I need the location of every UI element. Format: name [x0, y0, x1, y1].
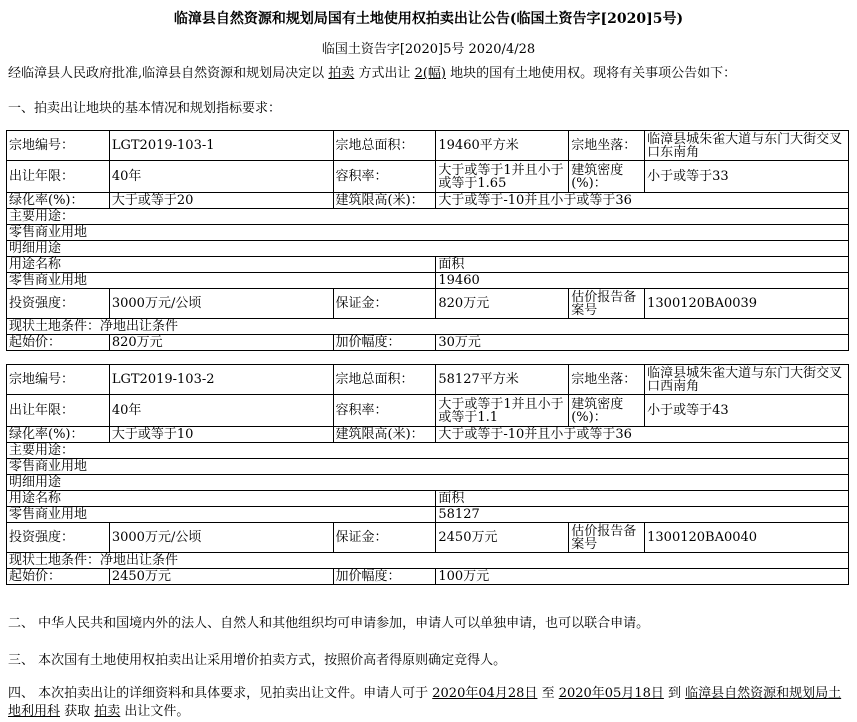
label-condition: 现状土地条件：: [9, 553, 101, 568]
label-density: 建筑密度(%)：: [569, 395, 645, 427]
plot-table-2: [6, 364, 849, 585]
label-invest: 投资强度：: [7, 523, 110, 553]
use-name: 零售商业用地: [7, 273, 436, 289]
sec4-office: 临漳县自然资源和规划局土地利用科: [8, 686, 842, 719]
intro-count: 2(幅): [414, 66, 446, 81]
invest: 3000万元/公顷: [109, 523, 333, 553]
intro-mid: 方式出让: [358, 66, 415, 81]
report-no: 1300120BA0039: [645, 289, 849, 319]
label-increment: 加价幅度：: [333, 569, 436, 585]
doc-number-date: 临国土资告字[2020]5号 2020/4/28: [321, 42, 536, 57]
label-condition: 现状土地条件：: [9, 319, 101, 334]
label-deposit: 保证金：: [333, 289, 436, 319]
label-far: 容积率：: [333, 395, 436, 427]
use-name: 零售商业用地: [7, 507, 436, 523]
location: 临漳县城朱雀大道与东门大街交叉口西南角: [645, 365, 849, 395]
term: 40年: [109, 395, 333, 427]
sec4-prefix: 四、 本次拍卖出让的详细资料和具体要求，见拍卖出让文件。申请人可于: [8, 686, 433, 701]
section-1-heading: 一、拍卖出让地块的基本情况和规划指标要求：: [8, 101, 282, 116]
density: 小于或等于43: [645, 395, 849, 427]
start-price: 820万元: [109, 335, 333, 351]
intro-suffix: 地块的国有土地使用权。现将有关事项公告如下：: [450, 66, 737, 81]
label-main-use: 主要用途：: [7, 209, 849, 225]
far: 大于或等于1并且小于或等于1.1: [436, 395, 569, 427]
main-use: 零售商业用地: [7, 225, 849, 241]
invest: 3000万元/公顷: [109, 289, 333, 319]
label-total-area: 宗地总面积：: [333, 131, 436, 161]
section-4: [8, 685, 848, 721]
label-plot-no: 宗地编号：: [7, 131, 110, 161]
location: 临漳县城朱雀大道与东门大街交叉口东南角: [645, 131, 849, 161]
green: 大于或等于10: [109, 427, 333, 443]
label-total-area: 宗地总面积：: [333, 365, 436, 395]
label-term: 出让年限：: [7, 161, 110, 193]
height: 大于或等于-10并且小于或等于36: [436, 193, 849, 209]
section-2: 二、 中华人民共和国境内外的法人、自然人和其他组织均可申请参加，申请人可以单独申请，也可以联合申请。: [8, 616, 650, 631]
intro-prefix: 经临漳县人民政府批准,临漳县自然资源和规划局决定以: [8, 66, 325, 81]
label-height: 建筑限高(米)：: [333, 193, 436, 209]
label-main-use: 主要用途：: [7, 443, 849, 459]
label-plot-no: 宗地编号：: [7, 365, 110, 395]
label-area: 面积: [436, 257, 849, 273]
far: 大于或等于1并且小于或等于1.65: [436, 161, 569, 193]
label-location: 宗地坐落：: [569, 131, 645, 161]
start-price: 2450万元: [109, 569, 333, 585]
deposit: 820万元: [436, 289, 569, 319]
label-area: 面积: [436, 491, 849, 507]
area: 58127: [436, 507, 849, 523]
label-use-name: 用途名称: [7, 491, 436, 507]
label-far: 容积率：: [333, 161, 436, 193]
sec4-at: 到: [663, 686, 686, 701]
green: 大于或等于20: [109, 193, 333, 209]
label-use-name: 用途名称: [7, 257, 436, 273]
label-report-no: 估价报告备案号: [569, 289, 645, 319]
height: 大于或等于-10并且小于或等于36: [436, 427, 849, 443]
label-detail-use: 明细用途: [7, 241, 849, 257]
page-title: 临漳县自然资源和规划局国有土地使用权拍卖出让公告(临国土资告字[2020]5号): [173, 11, 684, 27]
sec4-to: 至: [537, 686, 559, 701]
label-start-price: 起始价：: [7, 335, 110, 351]
area: 19460: [436, 273, 849, 289]
intro-method: 拍卖: [328, 66, 355, 81]
label-density: 建筑密度(%)：: [569, 161, 645, 193]
sec4-suffix: 出让文件。: [120, 704, 190, 719]
increment: 100万元: [436, 569, 849, 585]
total-area: 19460平方米: [436, 131, 569, 161]
condition: 净地出让条件: [100, 553, 179, 568]
label-location: 宗地坐落：: [569, 365, 645, 395]
intro-paragraph: [8, 62, 736, 81]
condition-row: [7, 319, 849, 335]
label-invest: 投资强度：: [7, 289, 110, 319]
label-increment: 加价幅度：: [333, 335, 436, 351]
sec4-end-date: 2020年05月18日: [558, 686, 664, 701]
condition: 净地出让条件: [100, 319, 179, 334]
label-report-no: 估价报告备案号: [569, 523, 645, 553]
section-3: 三、 本次国有土地使用权拍卖出让采用增价拍卖方式，按照价高者得原则确定竞得人。: [8, 653, 507, 668]
label-deposit: 保证金：: [333, 523, 436, 553]
sec4-get: 获取: [60, 704, 95, 719]
term: 40年: [109, 161, 333, 193]
increment: 30万元: [436, 335, 849, 351]
plot-no: LGT2019-103-2: [109, 365, 333, 395]
label-height: 建筑限高(米)：: [333, 427, 436, 443]
main-use: 零售商业用地: [7, 459, 849, 475]
plot-no: LGT2019-103-1: [109, 131, 333, 161]
plot-table-1: [6, 130, 849, 351]
label-start-price: 起始价：: [7, 569, 110, 585]
sec4-start-date: 2020年04月28日: [432, 686, 538, 701]
density: 小于或等于33: [645, 161, 849, 193]
sec4-method: 拍卖: [94, 704, 121, 719]
deposit: 2450万元: [436, 523, 569, 553]
total-area: 58127平方米: [436, 365, 569, 395]
condition-row: [7, 553, 849, 569]
label-green: 绿化率(%)：: [7, 193, 110, 209]
label-green: 绿化率(%)：: [7, 427, 110, 443]
report-no: 1300120BA0040: [645, 523, 849, 553]
label-term: 出让年限：: [7, 395, 110, 427]
label-detail-use: 明细用途: [7, 475, 849, 491]
